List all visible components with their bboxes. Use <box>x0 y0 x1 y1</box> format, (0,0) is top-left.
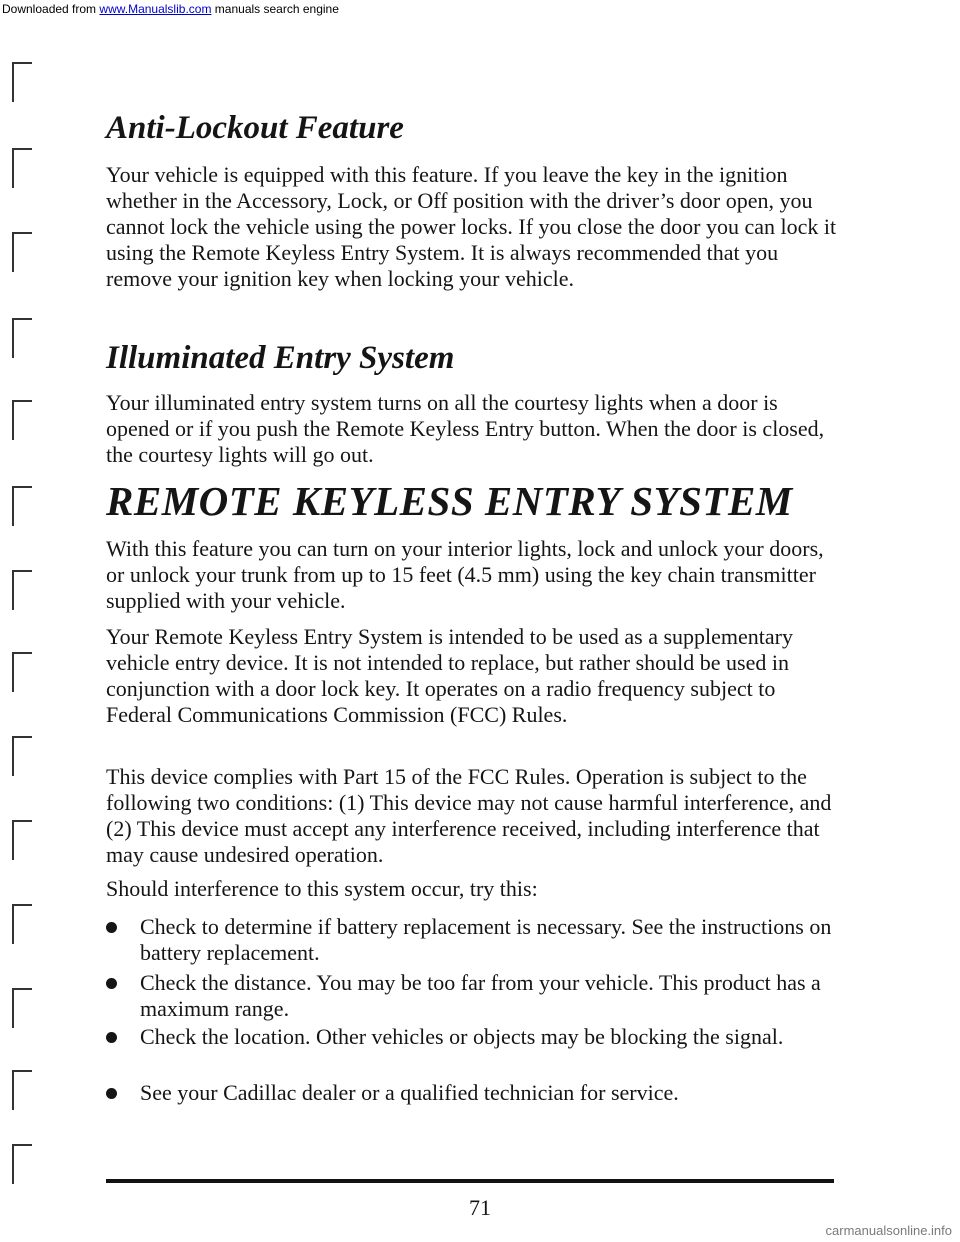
illuminated-entry-heading: Illuminated Entry System <box>106 340 455 376</box>
remote-keyless-paragraph-1: With this feature you can turn on your interior lights, lock and unlock your doors, or unlock your trunk from up to 15 feet (4.5 mm) using the key chain transmitter supplied with your vehicle. <box>106 536 824 613</box>
anti-lockout-heading: Anti-Lockout Feature <box>106 110 404 146</box>
margin-mark <box>12 1144 32 1184</box>
margin-mark <box>12 232 32 272</box>
manualslib-link[interactable]: www.Manualslib.com <box>99 2 212 16</box>
margin-mark <box>12 820 32 860</box>
margin-mark <box>12 570 32 610</box>
margin-mark <box>12 62 32 102</box>
header-suffix: manuals search engine <box>214 2 339 16</box>
margin-mark <box>12 486 32 526</box>
remote-keyless-paragraph-2: Your Remote Keyless Entry System is intended to be used as a supplementary vehicle entry device. It is not intended to replace, but rather should be used in conjunction with a door lock key. It operates on a radio frequency subject to Federal Communications Commission (FCC) Rules. <box>106 624 793 727</box>
watermark: carmanualsonline.info <box>825 1223 952 1238</box>
bullet-icon <box>106 978 117 989</box>
margin-mark <box>12 736 32 776</box>
list-item <box>106 914 841 966</box>
list-item-text: Check the distance. You may be too far from your vehicle. This product has a maximum range. <box>140 970 821 1021</box>
footer-rule <box>106 1179 834 1183</box>
margin-mark <box>12 318 32 358</box>
list-item-text: Check to determine if battery replacement is necessary. See the instructions on battery replacement. <box>140 914 832 965</box>
margin-mark <box>12 988 32 1028</box>
margin-mark <box>12 1070 32 1110</box>
illuminated-entry-paragraph: Your illuminated entry system turns on all the courtesy lights when a door is opened or if you push the Remote Keyless Entry button. When the door is closed, the courtesy lights will go out. <box>106 390 825 467</box>
download-header <box>0 0 960 18</box>
margin-mark <box>12 400 32 440</box>
remote-keyless-paragraph-3: This device complies with Part 15 of the FCC Rules. Operation is subject to the following two conditions: (1) This device may not cause harmful interference, and (2) This device must accept any interference received, including interference that may cause undesired operation. <box>106 764 832 867</box>
bullet-icon <box>106 1032 117 1043</box>
margin-mark <box>12 652 32 692</box>
bullet-icon <box>106 922 117 933</box>
list-item <box>106 1024 841 1050</box>
remote-keyless-paragraph-4: Should interference to this system occur, try this: <box>106 876 538 901</box>
list-item-text: Check the location. Other vehicles or objects may be blocking the signal. <box>140 1024 784 1049</box>
list-item-text: See your Cadillac dealer or a qualified technician for service. <box>140 1080 679 1105</box>
bullet-icon <box>106 1088 117 1099</box>
remote-keyless-heading: REMOTE KEYLESS ENTRY SYSTEM <box>106 478 793 524</box>
list-item <box>106 1080 841 1106</box>
margin-mark <box>12 904 32 944</box>
margin-mark <box>12 148 32 188</box>
anti-lockout-paragraph: Your vehicle is equipped with this feature. If you leave the key in the ignition whether in the Accessory, Lock, or Off position with the driver’s door open, you cannot lock the vehicle using the power locks. If you close the door you can lock it using the Remote Keyless Entry System. It is always recommended that you remove your ignition key when locking your vehicle. <box>106 162 837 291</box>
header-prefix: Downloaded from <box>2 2 97 16</box>
list-item <box>106 970 841 1022</box>
page-number: 71 <box>469 1195 491 1220</box>
